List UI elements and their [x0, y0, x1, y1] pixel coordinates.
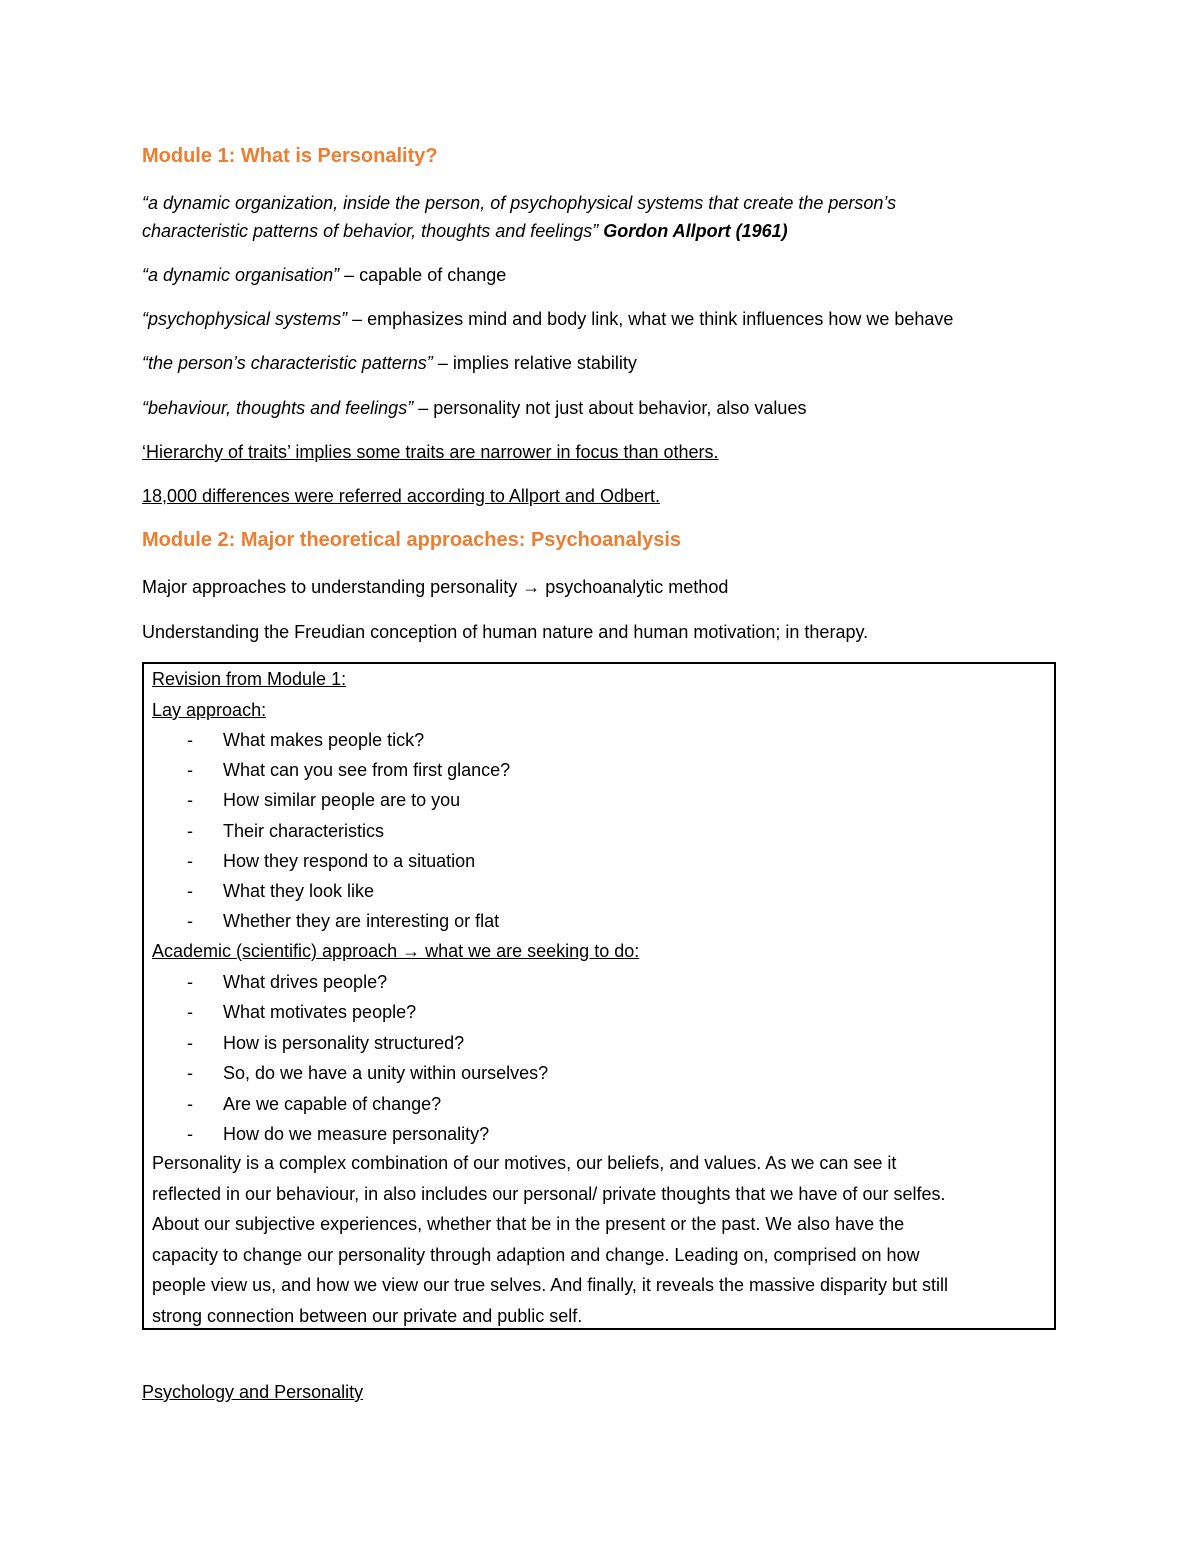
freudian-line: Understanding the Freudian conception of human nature and human motivation; in therapy. — [142, 622, 869, 642]
paragraph-line: strong connection between our private and public self. — [152, 1306, 583, 1326]
paragraph-line: reflected in our behaviour, in also includes our personal/ private thoughts that we have of our selfes. — [152, 1184, 946, 1204]
list-dash: - — [187, 1124, 193, 1144]
term-row — [142, 263, 506, 287]
list-dash: - — [187, 1033, 193, 1053]
lay-approach-heading: Lay approach: — [152, 700, 267, 720]
term-row — [142, 351, 637, 375]
list-item: What motivates people? — [223, 1002, 417, 1022]
term-description: – personality not just about behavior, also values — [418, 398, 807, 418]
term: “the person’s characteristic patterns” — [142, 353, 433, 373]
term-description: – implies relative stability — [437, 353, 637, 373]
term-row — [142, 307, 953, 331]
list-dash: - — [187, 972, 193, 992]
paragraph-line: people view us, and how we view our true selves. And finally, it reveals the massive disparity but still — [152, 1275, 949, 1295]
list-dash: - — [187, 1063, 193, 1083]
paragraph-line: Personality is a complex combination of our motives, our beliefs, and values. As we can see it — [152, 1153, 897, 1173]
list-item: Their characteristics — [223, 821, 385, 841]
academic-approach-heading: Academic (scientific) approach → what we are seeking to do: — [152, 941, 640, 961]
approaches-line: Major approaches to understanding personality → psychoanalytic method — [142, 577, 729, 597]
list-dash: - — [187, 851, 193, 871]
list-dash: - — [187, 911, 193, 931]
term: “behaviour, thoughts and feelings” — [142, 398, 414, 418]
list-item: What makes people tick? — [223, 730, 425, 750]
revision-title: Revision from Module 1: — [152, 669, 347, 689]
paragraph-line: About our subjective experiences, whether that be in the present or the past. We also have the — [152, 1214, 905, 1234]
term-row — [142, 396, 806, 420]
term: “psychophysical systems” — [142, 309, 348, 329]
list-item: What they look like — [223, 881, 375, 901]
term: “a dynamic organisation” — [142, 265, 340, 285]
list-item: Whether they are interesting or flat — [223, 911, 500, 931]
list-item: What can you see from first glance? — [223, 760, 511, 780]
list-item: How similar people are to you — [223, 790, 461, 810]
list-dash: - — [187, 1002, 193, 1022]
module2-heading: Module 2: Major theoretical approaches: Psychoanalysis — [142, 529, 682, 551]
allport-quote-line2 — [142, 219, 788, 243]
module1-heading: Module 1: What is Personality? — [142, 145, 438, 167]
term-description: – emphasizes mind and body link, what we think influences how we behave — [352, 309, 954, 329]
list-item: How is personality structured? — [223, 1033, 465, 1053]
paragraph-line: capacity to change our personality through adaption and change. Leading on, comprised on how — [152, 1245, 920, 1265]
list-dash: - — [187, 730, 193, 750]
list-item: How do we measure personality? — [223, 1124, 490, 1144]
list-dash: - — [187, 881, 193, 901]
list-dash: - — [187, 1094, 193, 1114]
term-description: – capable of change — [344, 265, 507, 285]
list-item: Are we capable of change? — [223, 1094, 442, 1114]
quote-author: Gordon Allport (1961) — [603, 221, 788, 241]
allport-quote-line1: “a dynamic organization, inside the person, of psychophysical systems that create the person’s — [142, 193, 897, 213]
quote-text: characteristic patterns of behavior, thoughts and feelings” — [142, 221, 599, 241]
list-dash: - — [187, 790, 193, 810]
hierarchy-note: ‘Hierarchy of traits’ implies some traits are narrower in focus than others. — [142, 442, 719, 462]
allport-odbert-note: 18,000 differences were referred according to Allport and Odbert. — [142, 486, 660, 506]
list-item: What drives people? — [223, 972, 388, 992]
list-dash: - — [187, 821, 193, 841]
list-dash: - — [187, 760, 193, 780]
psychology-personality-heading: Psychology and Personality — [142, 1382, 364, 1402]
list-item: How they respond to a situation — [223, 851, 476, 871]
list-item: So, do we have a unity within ourselves? — [223, 1063, 549, 1083]
